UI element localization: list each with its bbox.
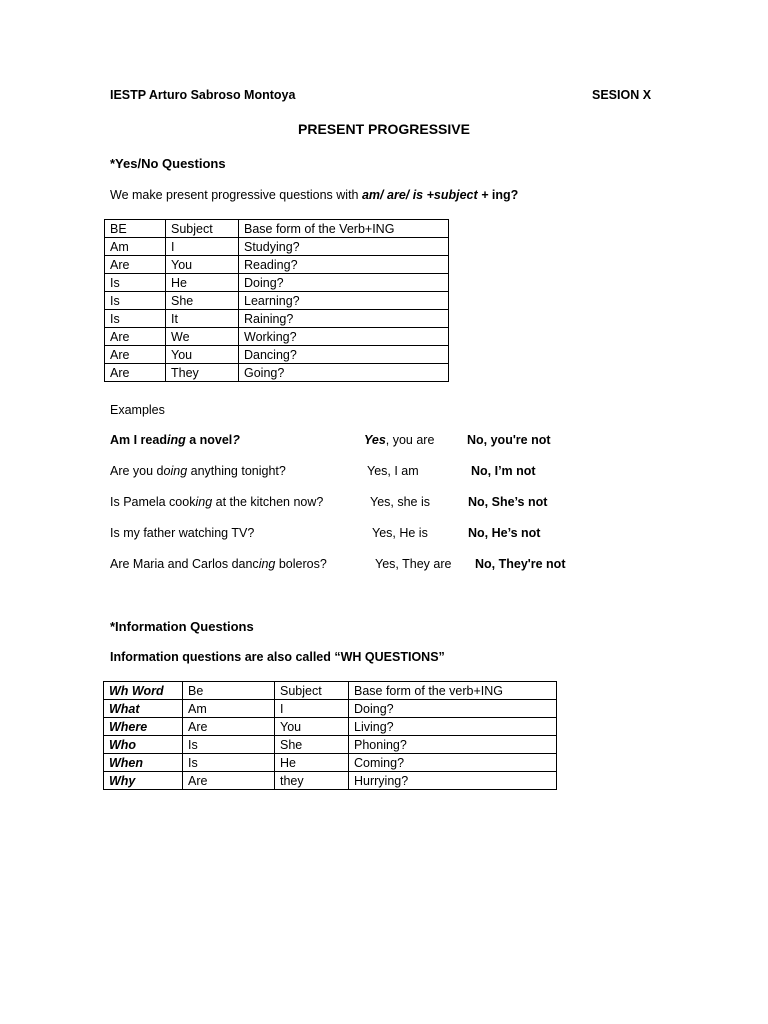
table-cell: Who (104, 736, 183, 754)
table-row (105, 346, 449, 364)
intro-end: ing? (488, 188, 519, 202)
table-cell: You (166, 346, 239, 364)
table-row (105, 274, 449, 292)
example-question (110, 433, 240, 447)
table-cell: Are (105, 364, 166, 382)
table-cell: Are (105, 346, 166, 364)
table-header-row (104, 682, 557, 700)
table-cell: It (166, 310, 239, 328)
table-cell: Are (105, 328, 166, 346)
q-part: boleros? (275, 557, 327, 571)
q-part: at the kitchen now? (212, 495, 324, 509)
q-part: Am I read (110, 433, 167, 447)
table-cell: Doing? (239, 274, 449, 292)
example-question (110, 526, 254, 540)
examples-label: Examples (110, 403, 165, 417)
table-row (105, 238, 449, 256)
column-header: Be (183, 682, 275, 700)
q-part: Is my father watching TV? (110, 526, 255, 540)
example-no-answer: No, They're not (475, 557, 566, 571)
q-emphasis: ing (258, 557, 276, 571)
table-cell: He (166, 274, 239, 292)
table-cell: Am (183, 700, 275, 718)
table-cell: She (166, 292, 239, 310)
example-no-answer: No, She’s not (468, 495, 548, 509)
table-header-row (105, 220, 449, 238)
table-cell: Raining? (239, 310, 449, 328)
table-cell: Going? (239, 364, 449, 382)
table-row (104, 700, 557, 718)
column-header: Base form of the Verb+ING (239, 220, 449, 238)
table-cell: Reading? (239, 256, 449, 274)
yes-text: , you are (385, 433, 435, 447)
column-header: BE (105, 220, 166, 238)
q-emphasis: ing (166, 433, 186, 447)
table-cell: Dancing? (239, 346, 449, 364)
example-question (110, 495, 323, 509)
q-part: Are Maria and Carlos danc (110, 557, 259, 571)
q-part: anything tonight? (187, 464, 286, 478)
column-header: Base form of the verb+ING (349, 682, 557, 700)
table-row (105, 292, 449, 310)
table-cell: She (275, 736, 349, 754)
table-cell: Is (105, 310, 166, 328)
table-cell: He (275, 754, 349, 772)
table-cell: Is (183, 736, 275, 754)
table-row (105, 256, 449, 274)
table-cell: Hurrying? (349, 772, 557, 790)
table-row (104, 718, 557, 736)
example-no-answer: No, He’s not (468, 526, 541, 540)
table-cell: Learning? (239, 292, 449, 310)
q-tail: ? (232, 433, 240, 447)
table-cell: Is (183, 754, 275, 772)
yes-text: Yes, I am (367, 464, 419, 478)
information-heading: *Information Questions (110, 619, 254, 634)
table-cell: Why (104, 772, 183, 790)
intro-start: We make present progressive questions with (110, 188, 362, 202)
table-cell: We (166, 328, 239, 346)
table-cell: Is (105, 292, 166, 310)
table-cell: You (166, 256, 239, 274)
session-label: SESION X (592, 88, 652, 102)
page-title: PRESENT PROGRESSIVE (298, 121, 470, 137)
example-yes-answer (370, 495, 430, 509)
intro-formula: am/ are/ is +subject + (361, 188, 489, 202)
table-row (105, 310, 449, 328)
table-row (105, 328, 449, 346)
table-row (104, 754, 557, 772)
example-question (110, 464, 286, 478)
yes-text: Yes, He is (372, 526, 428, 540)
table-cell: What (104, 700, 183, 718)
table-cell: Is (105, 274, 166, 292)
table-cell: When (104, 754, 183, 772)
table-cell: You (275, 718, 349, 736)
table-cell: they (275, 772, 349, 790)
q-part: a novel (185, 433, 233, 447)
information-intro: Information questions are also called “WH QUESTIONS” (110, 650, 445, 664)
table-row (104, 772, 557, 790)
yes-no-table (104, 219, 449, 382)
table-cell: Am (105, 238, 166, 256)
example-yes-answer (375, 557, 451, 571)
table-cell: They (166, 364, 239, 382)
yes-no-intro (110, 188, 518, 202)
example-no-answer: No, I’m not (471, 464, 536, 478)
column-header: Wh Word (104, 682, 183, 700)
table-cell: Doing? (349, 700, 557, 718)
q-part: Is Pamela cook (110, 495, 196, 509)
column-header: Subject (166, 220, 239, 238)
yes-text: Yes, They are (375, 557, 452, 571)
table-cell: Are (105, 256, 166, 274)
q-part: Are you d (110, 464, 164, 478)
table-cell: Living? (349, 718, 557, 736)
table-cell: Are (183, 772, 275, 790)
wh-table (103, 681, 557, 790)
q-emphasis: oing (163, 464, 188, 478)
table-cell: Coming? (349, 754, 557, 772)
table-cell: Phoning? (349, 736, 557, 754)
q-emphasis: ing (195, 495, 213, 509)
table-cell: Working? (239, 328, 449, 346)
yes-emphasis: Yes (364, 433, 386, 447)
table-row (105, 364, 449, 382)
table-cell: Are (183, 718, 275, 736)
column-header: Subject (275, 682, 349, 700)
yes-no-heading: *Yes/No Questions (110, 156, 226, 171)
example-no-answer: No, you're not (467, 433, 551, 447)
example-yes-answer (367, 464, 419, 478)
table-cell: Where (104, 718, 183, 736)
table-cell: Studying? (239, 238, 449, 256)
table-row (104, 736, 557, 754)
table-cell: I (275, 700, 349, 718)
example-yes-answer (372, 526, 428, 540)
institution-name: IESTP Arturo Sabroso Montoya (110, 88, 296, 102)
yes-text: Yes, she is (370, 495, 430, 509)
table-cell: I (166, 238, 239, 256)
example-yes-answer (364, 433, 434, 447)
example-question (110, 557, 327, 571)
